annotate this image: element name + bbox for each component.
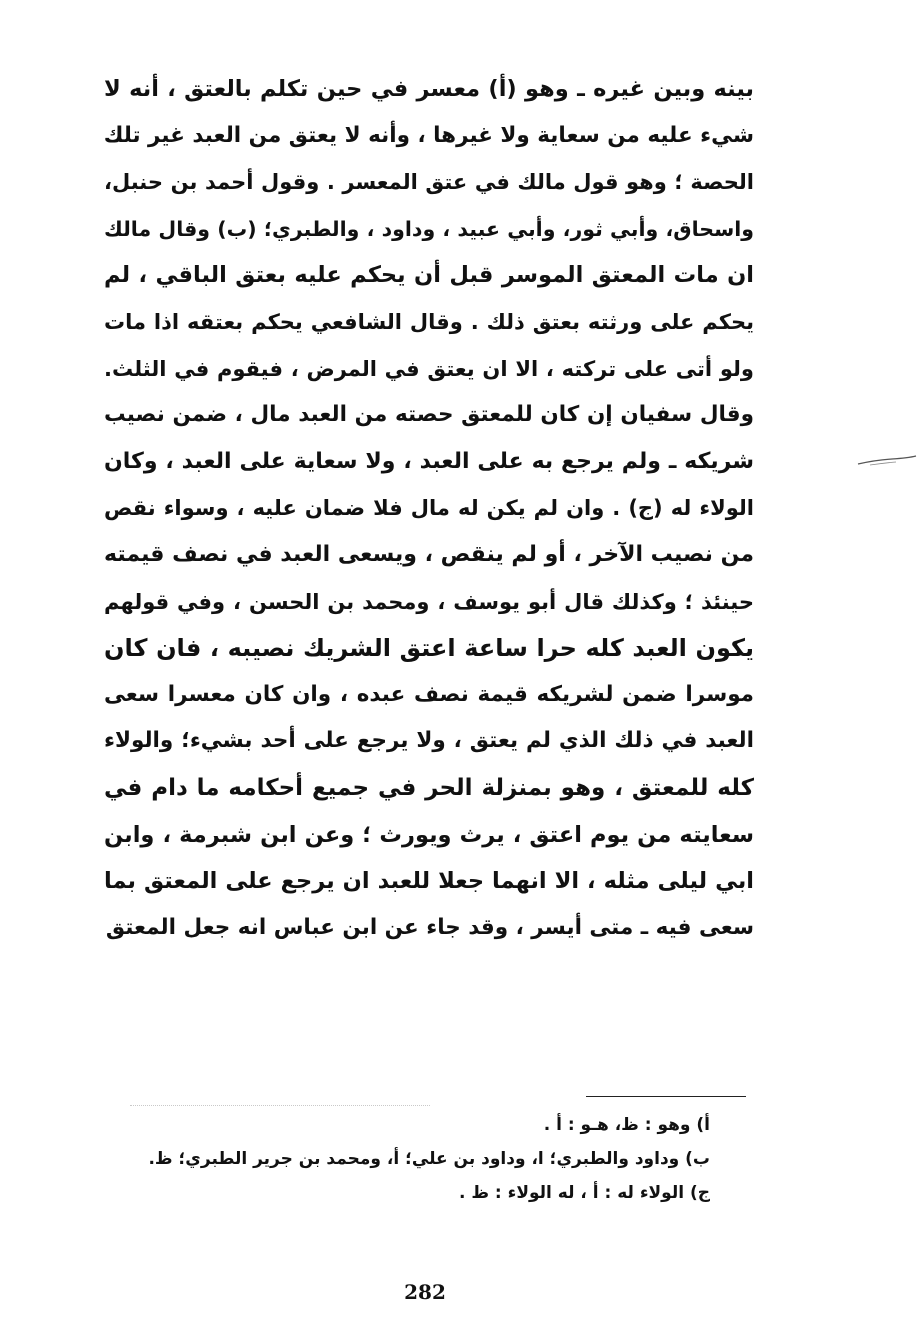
footnote-b: ب) وداود والطبري؛ ا، وداود بن علي؛ أ، ومحمد بن جرير الطبري؛ ظ. — [148, 1149, 710, 1169]
footnote-separator — [586, 1096, 746, 1097]
text-line: العبد في ذلك الذي لم يعتق ، ولا يرجع على أحد بشيء؛ والولاء — [104, 728, 754, 754]
text-line: ولو أتى على تركته ، الا ان يعتق في المرض ، فيقوم في الثلث. — [104, 356, 754, 381]
margin-pen-mark — [856, 452, 918, 468]
text-line: وقال سفيان إن كان للمعتق حصته من العبد مال ، ضمن نصيب — [104, 402, 754, 428]
text-line: سعى فيه ـ متى أيسر ، وقد جاء عن ابن عباس انه جعل المعتق — [105, 914, 754, 940]
text-line: كله للمعتق ، وهو بمنزلة الحر في جميع أحكامه ما دام في — [104, 774, 754, 801]
text-line: يكون العبد كله حرا ساعة اعتق الشريك نصيبه ، فان كان — [104, 634, 754, 663]
text-line: يحكم على ورثته بعتق ذلك . وقال الشافعي يحكم بعتقه اذا مات — [104, 309, 754, 334]
text-line: الولاء له (ج) . وان لم يكن له مال فلا ضمان عليه ، وسواء نقص — [104, 496, 754, 521]
footnotes — [120, 1108, 710, 1210]
text-line: من نصيب الآخر ، أو لم ينقص ، ويسعى العبد في نصف قيمته — [104, 541, 754, 567]
text-line: واسحاق، وأبي ثور، وأبي عبيد ، وداود ، والطبري؛ (ب) وقال مالك — [104, 216, 754, 241]
page-number: 282 — [404, 1280, 446, 1304]
text-line: بينه وبين غيره ـ وهو (أ) معسر في حين تكلم بالعتق ، أنه لا — [104, 76, 754, 102]
footnote-a: أ) وهو : ظ، هـو : أ . — [543, 1115, 710, 1135]
text-line: شيء عليه من سعاية ولا غيرها ، وأنه لا يعتق من العبد غير تلك — [104, 122, 754, 148]
text-line: حينئذ ؛ وكذلك قال أبو يوسف ، ومحمد بن الحسن ، وفي قولهم — [104, 589, 754, 614]
bleed-through-line — [130, 1105, 430, 1106]
text-line: موسرا ضمن لشريكه قيمة نصف عبده ، وان كان معسرا سعى — [104, 681, 754, 707]
text-line: ان مات المعتق الموسر قبل أن يحكم عليه بعتق الباقي ، لم — [104, 262, 754, 289]
text-line: ابي ليلى مثله ، الا انهما جعلا للعبد ان يرجع على المعتق بما — [104, 868, 754, 895]
footnote-c: ج) الولاء له : أ ، له الولاء : ظ . — [458, 1183, 710, 1203]
main-text — [104, 66, 754, 951]
text-line: سعايته من يوم اعتق ، يرث ويورث ؛ وعن ابن شبرمة ، وابن — [104, 821, 754, 848]
text-line: الحصة ؛ وهو قول مالك في عتق المعسر . وقول أحمد بن حنبل، — [104, 170, 754, 195]
text-line: شريكه ـ ولم يرجع به على العبد ، ولا سعاية على العبد ، وكان — [104, 448, 754, 474]
